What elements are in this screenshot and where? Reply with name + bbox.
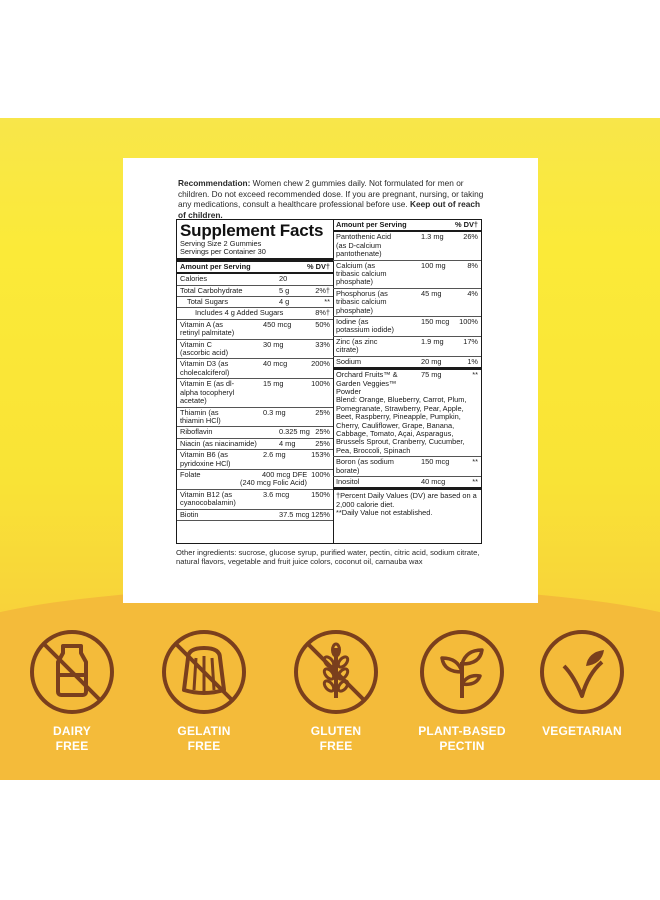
left-nutrient-row — [177, 297, 333, 308]
nutrient-dv: 150% — [311, 489, 330, 499]
nutrient-dv: 8%† — [315, 308, 330, 318]
nutrient-dv: 125% — [311, 509, 330, 519]
right-header-dv: % DV† — [454, 220, 478, 229]
supplement-facts-panel — [176, 219, 482, 544]
nutrient-name: Includes 4 g Added Sugars — [195, 308, 284, 318]
dairy-bottle-crossed-icon — [28, 628, 116, 716]
nutrient-amount: 15 mg — [263, 379, 284, 389]
label-panel — [123, 158, 538, 603]
nutrient-name: Pantothenic Acid (as D-calcium pantothenate) — [336, 232, 392, 259]
footnotes — [333, 490, 481, 519]
nutrient-name: Biotin — [180, 509, 199, 519]
facts-left-column — [177, 220, 334, 543]
nutrient-name: Zinc (as zinc citrate) — [336, 336, 378, 355]
child-warning: Keep out of reach of children. — [178, 199, 481, 220]
nutrient-amount: 450 mcg — [263, 319, 292, 329]
badge-gelatin-line2: FREE — [187, 739, 221, 753]
nutrient-name: Vitamin D3 (as cholecalciferol) — [180, 359, 230, 377]
left-nutrient-row — [177, 510, 333, 521]
badge-pectin-line2: PECTIN — [439, 739, 485, 753]
right-nutrient-row — [333, 261, 481, 289]
right-rows — [333, 232, 481, 490]
nutrient-dv: ** — [472, 476, 478, 486]
nutrient-amount: 1.3 mg — [421, 232, 444, 242]
nutrient-amount: 5 g — [279, 285, 290, 295]
recommendation-body: Women chew 2 gummies daily. Not formulated for men or children. Do not exceed recommended dose. If you are pregnant, nursing, or taking any medications, consult a healthcare professional before use. — [178, 178, 484, 210]
nutrient-name: Inositol — [336, 476, 360, 486]
nutrient-amount: 100 mg — [421, 260, 446, 270]
right-nutrient-row — [333, 317, 481, 337]
left-header-amount: Amount per Serving — [180, 261, 251, 271]
nutrient-amount: 1.9 mg — [421, 336, 444, 346]
nutrient-amount: 400 mcg DFE — [262, 469, 308, 479]
nutrient-dv: 25% — [315, 438, 330, 448]
serving-size: Serving Size 2 Gummies — [180, 239, 262, 248]
left-header — [177, 262, 333, 274]
nutrient-name: Vitamin B12 (as cyanocobalamin) — [180, 489, 236, 508]
nutrient-dv: 17% — [463, 336, 478, 346]
nutrient-dv: 100% — [311, 469, 330, 479]
nutrient-name: Sodium — [336, 356, 362, 366]
nutrient-dv: ** — [324, 297, 330, 307]
left-nutrient-row — [177, 274, 333, 285]
gelatin-mold-crossed-icon — [160, 628, 248, 716]
nutrient-name: Riboflavin — [180, 427, 213, 437]
badge-pectin-line1: PLANT-BASED — [418, 724, 506, 738]
footnote-dv: †Percent Daily Values (DV) are based on a 2,000 calorie diet. — [336, 491, 477, 509]
facts-title: Supplement Facts — [180, 221, 324, 240]
folate-note: (240 mcg Folic Acid) — [240, 478, 307, 488]
nutrient-dv: 50% — [315, 319, 330, 329]
nutrient-amount: 150 mcg — [421, 457, 450, 467]
sprout-plant-icon — [418, 628, 506, 716]
nutrient-amount: 150 mcg — [421, 317, 450, 327]
nutrient-dv: ** — [472, 370, 478, 380]
badge-gelatin-free — [154, 628, 254, 754]
nutrient-name: Vitamin B6 (as pyridoxine HCl) — [180, 450, 231, 468]
badge-vegetarian — [532, 628, 632, 739]
nutrient-dv: 25% — [315, 407, 330, 417]
nutrient-name: Phosphorus (as tribasic calcium phosphate) — [336, 288, 388, 315]
left-nutrient-row — [177, 379, 333, 407]
footnote-not-established: **Daily Value not established. — [336, 508, 433, 518]
right-nutrient-row — [333, 357, 481, 370]
nutrient-amount: 0.325 mg — [279, 427, 310, 437]
right-nutrient-row — [333, 457, 481, 477]
nutrient-dv: ** — [472, 457, 478, 467]
badge-gluten-line1: GLUTEN — [310, 724, 362, 738]
other-ingredients: Other ingredients: sucrose, glucose syrup, purified water, pectin, citric acid, sodium citrate, natural flavors, vegetable and fruit juice colors, coconut oil, carnauba wax — [176, 548, 480, 567]
badge-row — [0, 628, 660, 778]
nutrient-name: Calcium (as tribasic calcium phosphate) — [336, 260, 387, 287]
nutrient-name: Iodine (as potassium iodide) — [336, 317, 394, 335]
nutrient-dv: 4% — [467, 288, 478, 298]
nutrient-name: Niacin (as niacinamide) — [180, 438, 257, 448]
blend-ingredients: Blend: Orange, Blueberry, Carrot, Plum, Pomegranate, Strawberry, Pear, Apple, Beet, Raspberry, Pineapple, Pumpkin, Cherry, Cauliflower, Grape, Banana, Cabbage, Tomato, Açai, Asparagus, Brussels Sprout, Cranberry, Cucumber, Pea, Broccoli, Spinach — [336, 395, 467, 455]
badge-gluten-free — [286, 628, 386, 754]
nutrient-name: Folate — [180, 469, 201, 479]
nutrient-dv: 2%† — [315, 285, 330, 295]
wheat-crossed-icon — [292, 628, 380, 716]
badge-plant-based-pectin — [412, 628, 512, 754]
left-nutrient-row — [177, 427, 333, 438]
left-nutrient-row — [177, 450, 333, 470]
nutrient-name: Total Sugars — [187, 297, 229, 307]
nutrient-dv: 100% — [311, 379, 330, 389]
left-nutrient-row — [177, 286, 333, 297]
nutrient-name: Vitamin A (as retinyl palmitate) — [180, 319, 235, 338]
nutrient-amount: 4 g — [279, 297, 290, 307]
nutrient-dv: 8% — [467, 260, 478, 270]
nutrient-dv: 100% — [459, 317, 478, 327]
nutrient-amount: 20 — [279, 274, 288, 284]
nutrient-name: Orchard Fruits™ & Garden Veggies™ Powder — [336, 370, 398, 396]
right-nutrient-row — [333, 477, 481, 490]
nutrient-amount: 40 mcg — [421, 476, 446, 486]
recommendation-text — [178, 178, 486, 220]
nutrient-dv: 1% — [467, 356, 478, 366]
left-nutrient-row — [177, 359, 333, 379]
leaf-check-icon — [538, 628, 626, 716]
servings-per-container: Servings per Container 30 — [177, 248, 333, 261]
nutrient-amount: 2.6 mg — [263, 450, 286, 460]
left-nutrient-row — [177, 320, 333, 340]
nutrient-amount: 37.5 mcg — [279, 509, 310, 519]
nutrient-name: Calories — [180, 274, 208, 284]
badge-vegetarian-line1: VEGETARIAN — [542, 724, 622, 738]
nutrient-name: Vitamin E (as dl-alpha tocopheryl acetate) — [180, 379, 235, 406]
nutrient-amount: 0.3 mg — [263, 407, 286, 417]
badge-gelatin-line1: GELATIN — [177, 724, 231, 738]
nutrient-amount: 3.6 mcg — [263, 489, 290, 499]
badge-dairy-free — [22, 628, 122, 754]
nutrient-dv: 153% — [311, 450, 330, 460]
nutrient-amount: 4 mg — [279, 438, 296, 448]
badge-gluten-line2: FREE — [319, 739, 353, 753]
left-nutrient-row — [177, 470, 333, 490]
nutrient-amount: 20 mg — [421, 356, 442, 366]
nutrient-name: Boron (as sodium borate) — [336, 457, 394, 475]
right-nutrient-row — [333, 289, 481, 317]
right-nutrient-row — [333, 370, 481, 457]
right-nutrient-row — [333, 337, 481, 357]
nutrient-dv: 25% — [315, 427, 330, 437]
left-nutrient-row — [177, 340, 333, 360]
nutrient-name: Total Carbohydrate — [180, 285, 243, 295]
nutrient-dv: 200% — [311, 359, 330, 369]
nutrient-amount: 40 mcg — [263, 359, 288, 369]
recommendation-label: Recommendation: — [178, 178, 251, 188]
left-nutrient-row — [177, 490, 333, 510]
nutrient-amount: 30 mg — [263, 339, 284, 349]
badge-dairy-line2: FREE — [55, 739, 89, 753]
left-header-dv: % DV† — [306, 261, 330, 271]
nutrient-name: Vitamin C (ascorbic acid) — [180, 339, 229, 358]
badge-dairy-line1: DAIRY — [53, 724, 91, 738]
nutrient-name: Thiamin (as thiamin HCl) — [180, 407, 221, 425]
facts-right-column — [333, 220, 481, 543]
left-nutrient-row — [177, 308, 333, 319]
nutrient-amount: 75 mg — [421, 370, 442, 380]
nutrient-amount: 45 mg — [421, 288, 442, 298]
right-nutrient-row — [333, 232, 481, 260]
nutrient-dv: 26% — [463, 232, 478, 242]
left-rows — [177, 274, 333, 521]
left-nutrient-row — [177, 408, 333, 428]
right-header — [333, 220, 481, 232]
left-nutrient-row — [177, 439, 333, 450]
right-header-amount: Amount per Serving — [336, 220, 407, 229]
nutrient-dv: 33% — [315, 339, 330, 349]
